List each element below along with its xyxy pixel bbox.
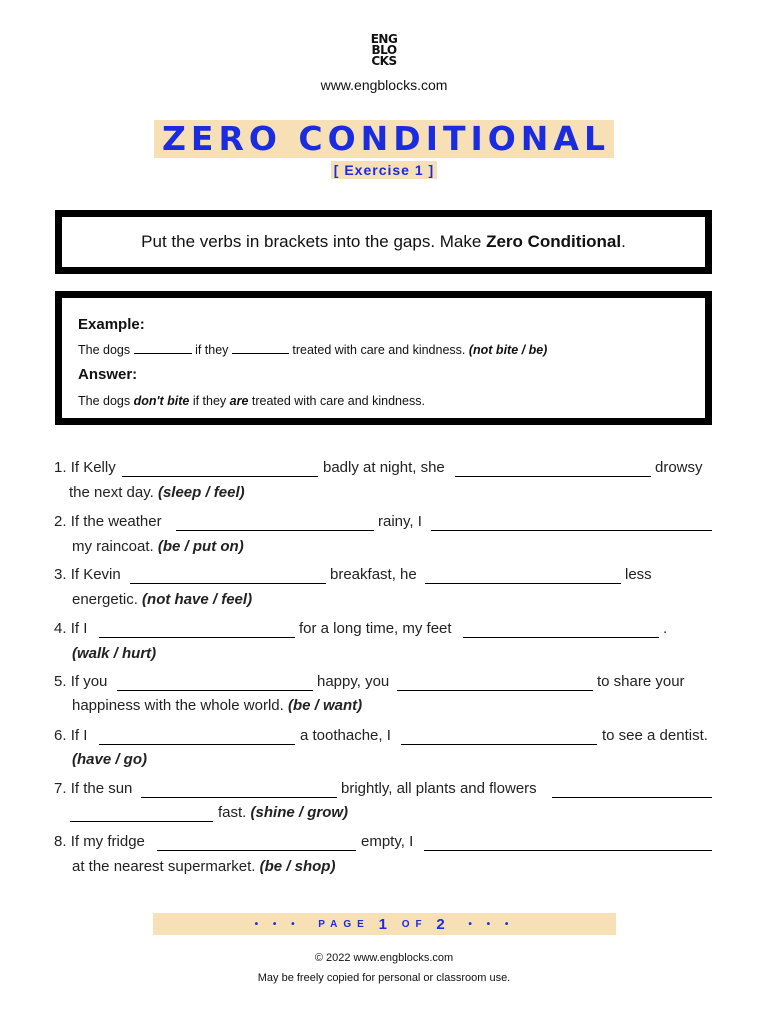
q2-gap-1[interactable] [176,516,374,531]
q6-text-3: to see a dentist. [602,727,708,744]
q1-text-3: drowsy [655,459,703,476]
q7-gap-2[interactable] [552,783,712,798]
footer-note: May be freely copied for personal or classroom use. [257,972,511,984]
q2-gap-2[interactable] [431,516,712,531]
q8-line-2: at the nearest supermarket. (be / shop) [72,858,336,875]
site-url[interactable]: www.engblocks.com [320,77,448,93]
question-2: 2. If the weather [54,513,162,530]
q6-gap-2[interactable] [401,730,597,745]
answer-sentence: The dogs don't bite if they are treated with care and kindness. [78,394,425,408]
q3-text-2: breakfast, he [330,566,417,583]
q5-gap-1[interactable] [117,676,313,691]
q6-text-2: a toothache, I [300,727,391,744]
q7-line-2: fast. (shine / grow) [218,804,349,821]
example-label: Example: [78,316,145,333]
logo-line-1: ENG [370,32,398,46]
q5-gap-2[interactable] [397,676,593,691]
question-4: 4. If I [54,620,88,637]
example-sentence: The dogs if they treated with care and kindness. (not bite / be) [78,343,548,357]
q7-gap-2-cont[interactable] [70,807,213,822]
pager-page-label: PAGE [318,918,370,930]
example-gap-1 [134,343,192,354]
q3-line-2: energetic. (not have / feel) [72,591,253,608]
question-6: 6. If I [54,727,88,744]
instruction-box [55,210,712,274]
q3-gap-1[interactable] [130,569,326,584]
pager-total: 2 [436,915,451,933]
q1-line-2: the next day. (sleep / feel) [69,484,245,501]
q3-gap-2[interactable] [425,569,621,584]
q8-gap-1[interactable] [157,836,356,851]
exercise-subtitle: [ Exercise 1 ] [331,161,437,179]
pager-dots-left: • • • [254,918,301,930]
q5-text-3: to share your [597,673,685,690]
pager-of: OF [401,918,428,930]
answer-label: Answer: [78,366,138,383]
page-title: ZERO CONDITIONAL [154,120,614,158]
question-8: 8. If my fridge [54,833,145,850]
page-indicator [153,913,616,935]
question-3: 3. If Kevin [54,566,121,583]
question-7: 7. If the sun [54,780,133,797]
q4-text-2: for a long time, my feet [299,620,452,637]
q8-gap-2[interactable] [424,836,712,851]
q3-text-3: less [625,566,652,583]
q4-gap-2[interactable] [463,623,659,638]
q6-line-2: (have / go) [72,751,148,768]
q8-text-2: empty, I [361,833,414,850]
q5-text-2: happy, you [317,673,390,690]
pager-dots-right: • • • [468,918,515,930]
q4-text-3: . [663,620,668,637]
footer-copyright: © 2022 www.engblocks.com [314,952,454,964]
pager-current: 1 [378,915,393,933]
example-gap-2 [232,343,289,354]
q6-gap-1[interactable] [99,730,295,745]
q7-text-2: brightly, all plants and flowers [341,780,537,797]
engblocks-logo [364,34,404,67]
q7-gap-1[interactable] [141,783,337,798]
q1-text-2: badly at night, she [323,459,445,476]
logo-line-3: CKS [371,54,397,68]
q2-text-2: rainy, I [378,513,422,530]
question-1: 1. If Kelly [54,459,116,476]
example-box [55,291,712,425]
q1-gap-2[interactable] [455,462,651,477]
q4-line-2: (walk / hurt) [72,645,157,662]
q5-line-2: happiness with the whole world. (be / want) [72,697,363,714]
q1-gap-1[interactable] [122,462,318,477]
q4-gap-1[interactable] [99,623,295,638]
logo-line-2: BLO [371,43,397,57]
instruction-text: Put the verbs in brackets into the gaps. Make Zero Conditional. [141,232,626,251]
q2-line-2: my raincoat. (be / put on) [72,538,244,555]
question-5: 5. If you [54,673,108,690]
